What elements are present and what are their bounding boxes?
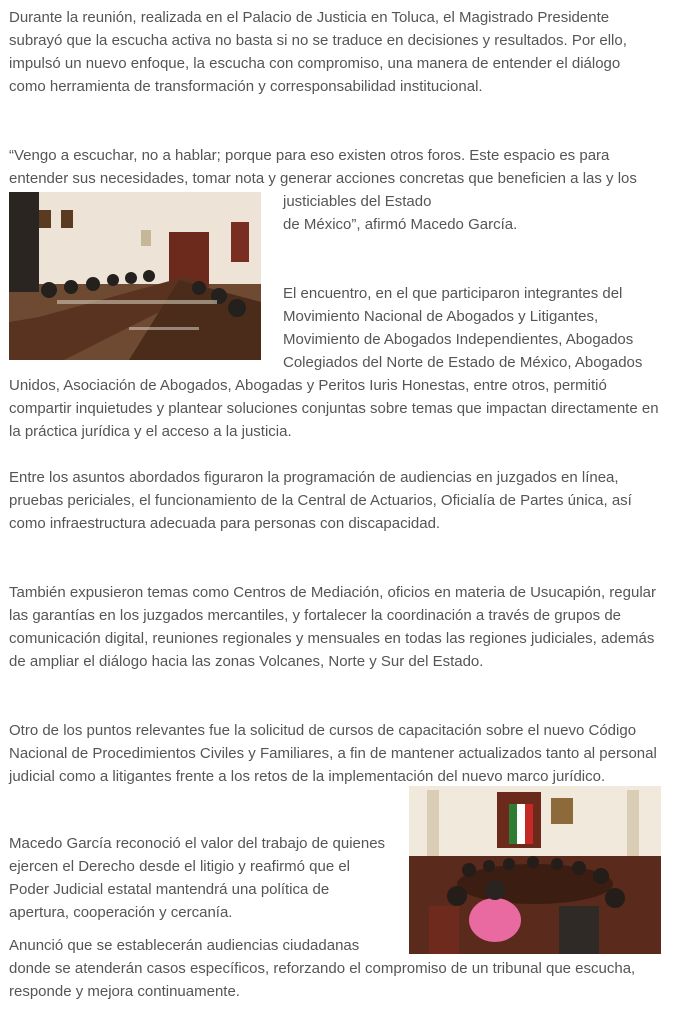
article-paragraph-5: También expusieron temas como Centros de Mediación, oficios en materia de Usucapión, regular las garantías en los juzgados mercantiles, y fortalecer la coordinación a través de grupos de comunicación digital, reuniones regionales y mensuales en todas las regiones judiciales, además de ampliar el diálogo hacia las zonas Volcanes, Norte y Sur del Estado. (9, 584, 656, 670)
meeting-room-photo-2 (409, 786, 661, 954)
meeting-room-photo-1 (9, 192, 261, 360)
quote-attribution: de México”, afirmó Macedo García. (283, 216, 518, 233)
quote-text: “Vengo a escuchar, no a hablar; porque para eso existen otros foros. Este espacio es para entender sus necesidades, tomar nota y generar acciones concretas que beneficien a las y los justiciables del Estado (9, 147, 637, 210)
closing-block (9, 786, 661, 1003)
article-paragraph-6: Otro de los puntos relevantes fue la solicitud de cursos de capacitación sobre el nuevo Código Nacional de Procedimientos Civiles y Familiares, a fin de mantener actualizados tanto al personal judicial como a litigantes frente a los retos de la implementación del nuevo marco jurídico. (9, 722, 657, 785)
article-paragraph-3: El encuentro, en el que participaron integrantes del Movimiento Nacional de Abogados y Litigantes, Movimiento de Abogados Independientes, Abogados Colegiados del Norte de Estado de México, Abogados Unidos, Asociación de Abogados, Abogadas y Peritos Iuris Honestas, entre otros, permitió compartir inquietudes y plantear soluciones conjuntas sobre temas que impactan directamente en la práctica jurídica y el acceso a la justicia. (9, 285, 659, 440)
meeting-photo-2 (409, 786, 661, 954)
meeting-photo-1 (9, 192, 261, 360)
quote-block (9, 144, 661, 443)
article-paragraph-7: Macedo García reconoció el valor del trabajo de quienes ejercen el Derecho desde el litigio y reafirmó que el Poder Judicial estatal mantendrá una política de apertura, cooperación y cercanía. (9, 835, 386, 921)
article-paragraph-1: Durante la reunión, realizada en el Palacio de Justicia en Toluca, el Magistrado Presidente subrayó que la escucha activa no basta si no se traduce en decisiones y resultados. Por ello, impulsó un nuevo enfoque, la escucha con compromiso, una manera de entender el diálogo como herramienta de transformación y corresponsabilidad institucional. (9, 9, 627, 95)
article-paragraph-4: Entre los asuntos abordados figuraron la programación de audiencias en juzgados en línea, pruebas periciales, el funcionamiento de la Central de Actuarios, Oficialía de Partes única, así como infraestructura adecuada para personas con discapacidad. (9, 469, 632, 532)
article-paragraph-8: Anunció que se establecerán audiencias ciudadanas donde se atenderán casos específicos, reforzando el compromiso de un tribunal que escucha, responde y mejora continuamente. (9, 937, 636, 1000)
